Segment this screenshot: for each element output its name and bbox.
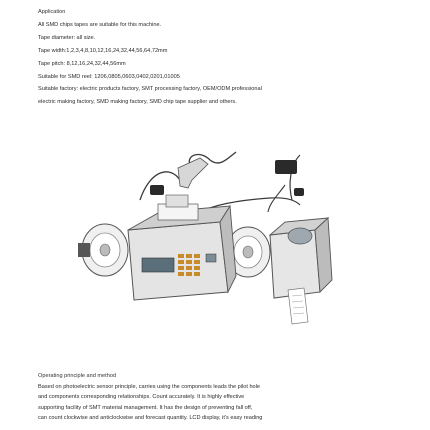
operating-line: can count clockwise and anticlockwise and forecast quantity. LCD display, it's easy reading bbox=[38, 415, 263, 422]
application-line: electric making factory, SMD making factory, SMD chip tape supplier and others. bbox=[38, 99, 237, 106]
operating-heading: Operating principle and method bbox=[38, 373, 117, 379]
smd-counter-machine-photo bbox=[70, 140, 360, 335]
application-heading: Application bbox=[38, 9, 66, 15]
application-line: Suitable factory: electric products factory, SMT processing factory, OEM/ODM professional bbox=[38, 86, 262, 93]
application-line: Tape pitch: 8,12,16,24,32,44,56mm bbox=[38, 60, 126, 67]
application-line: Tape diameter: all size. bbox=[38, 34, 96, 41]
operating-line: supporting facility of SMT material management. It has the design of preventing fall off, bbox=[38, 404, 253, 411]
application-line: All SMD chips tapes are suitable for this machine. bbox=[38, 21, 162, 28]
operating-section bbox=[38, 371, 398, 424]
application-section bbox=[38, 6, 398, 109]
operating-line: Based on photoelectric sensor principle, carries using the components leads the pilot hole bbox=[38, 383, 261, 390]
operating-line: and components corresponding relationships. Count accurately. It is highly effective bbox=[38, 394, 245, 401]
application-line: Tape width:1,2,3,4,8,10,12,16,24,32,44,56,64,72mm bbox=[38, 47, 168, 54]
application-line: Suitable for SMD reel: 1206,0805,0603,0402,0201,01005 bbox=[38, 73, 180, 80]
